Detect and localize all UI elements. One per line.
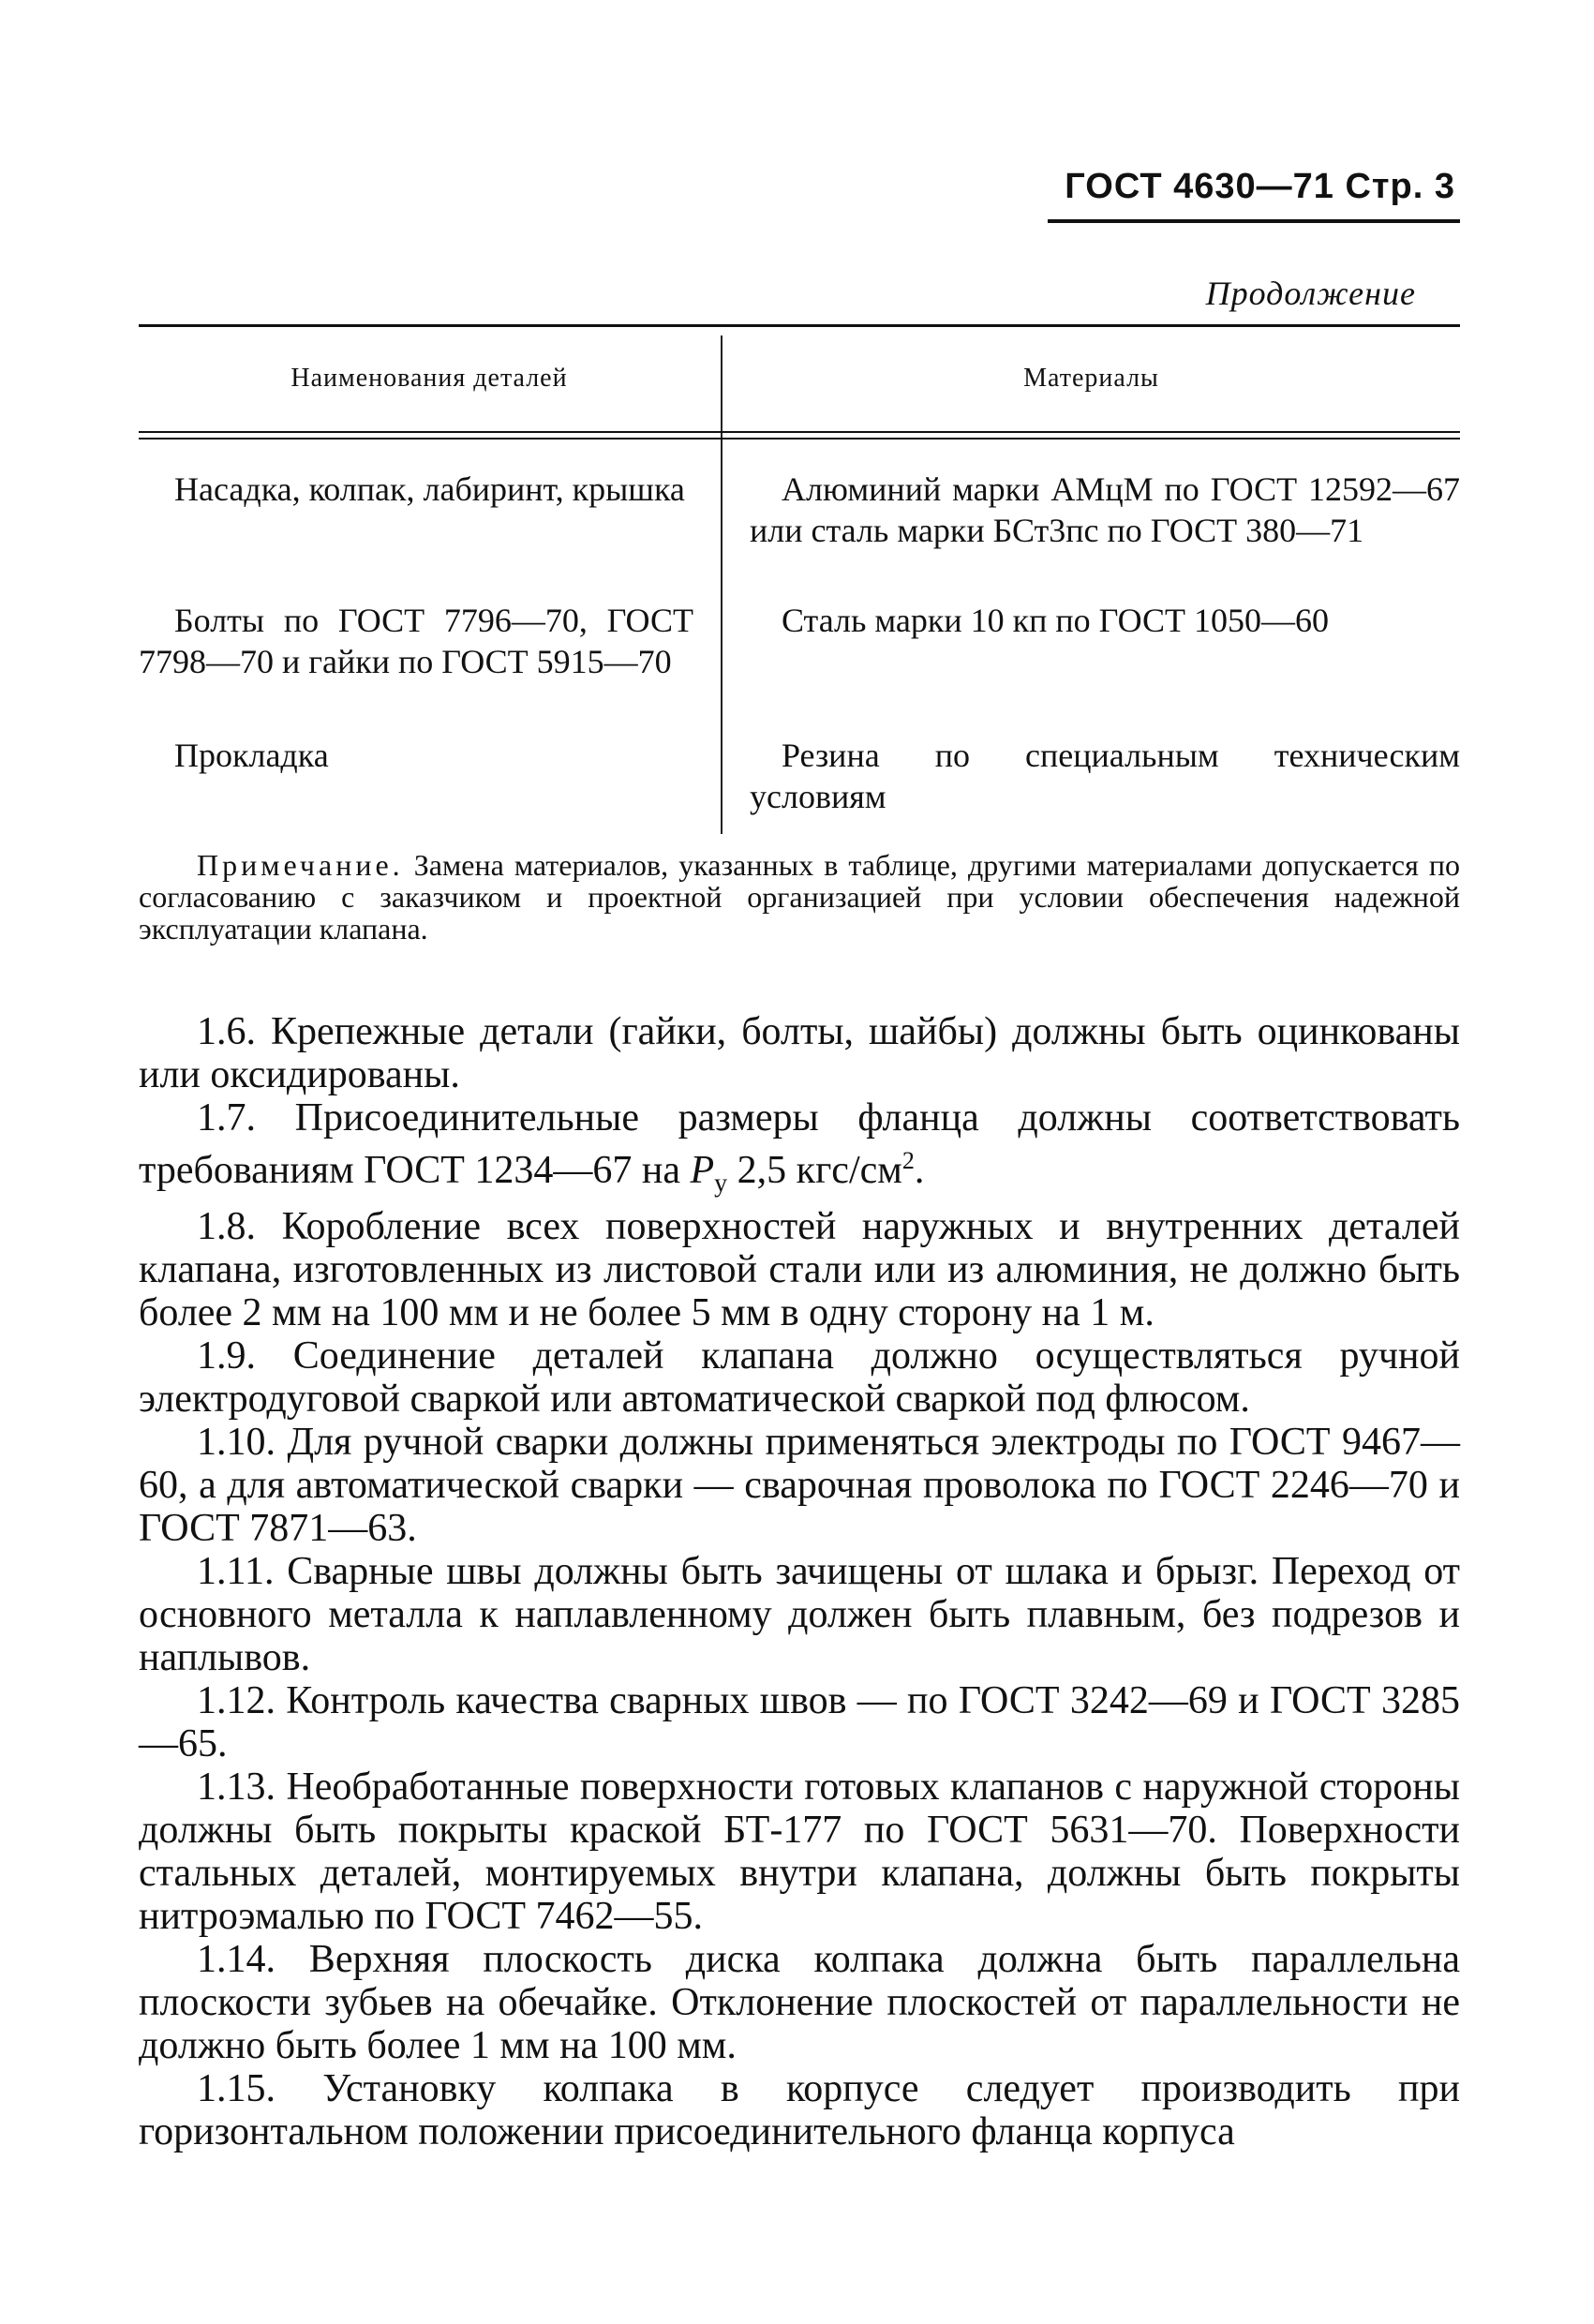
page-header-title: ГОСТ 4630—71 Стр. 3	[1065, 167, 1455, 206]
table-header-rule-1	[139, 431, 1460, 433]
document-body	[139, 1010, 1460, 2153]
table-column-divider	[721, 335, 723, 834]
table-top-rule	[139, 324, 1460, 327]
table-cell-material: Резина по специальным техническим условиям	[750, 737, 1460, 815]
paragraph-1-9: 1.9. Соединение деталей клапана должно осуществляться ручной электродуговой сваркой или автоматической сваркой под флюсом.	[139, 1334, 1460, 1422]
paragraph-1-12: 1.12. Контроль качества сварных швов — по ГОСТ 3242—69 и ГОСТ 3285—65.	[139, 1679, 1460, 1766]
table-header-parts: Наименования деталей	[290, 364, 568, 393]
paragraph-1-14: 1.14. Верхняя плоскость диска колпака должна быть параллельна плоскости зубьев на обечайке. Отклонение плоскостей от параллельности не должно быть более 1 мм на 100 мм.	[139, 1938, 1460, 2068]
paragraph-1-11: 1.11. Сварные швы должны быть зачищены от шлака и брызг. Переход от основного металла к наплавленному должен быть плавным, без подрезов и наплывов.	[139, 1550, 1460, 1680]
paragraph-1-7-end: .	[914, 1149, 925, 1192]
unit-superscript: 2	[901, 1147, 915, 1174]
paragraph-1-8: 1.8. Коробление всех поверхностей наружных и внутренних деталей клапана, изготовленных из листовой стали или из алюминия, не должно быть более 2 мм на 100 мм и не более 5 мм в одну сторону на 1 м.	[139, 1205, 1460, 1335]
table-note	[139, 849, 1460, 945]
paragraph-1-10: 1.10. Для ручной сварки должны применяться электроды по ГОСТ 9467—60, а для автоматической сварки — сварочная проволока по ГОСТ 2246—70 и ГОСТ 7871—63.	[139, 1421, 1460, 1551]
continuation-label: Продолжение	[1205, 275, 1416, 312]
table-cell-part: Прокладка	[174, 737, 329, 774]
note-text: Замена материалов, указанных в таблице, другими материалами допускается по согласованию с заказчиком и проектной организацией при условии обеспечения надежной эксплуатации клапана.	[139, 848, 1461, 946]
table-header-rule-2	[139, 438, 1460, 439]
header-rule	[1048, 219, 1460, 223]
pressure-symbol: P	[690, 1149, 715, 1192]
paragraph-1-7	[139, 1096, 1460, 1205]
table-header-materials: Материалы	[1023, 364, 1159, 393]
note-label: Примечание.	[197, 848, 404, 882]
pressure-value: 2,5 кгс/см	[727, 1149, 902, 1192]
paragraph-1-7-text: 1.7. Присоединительные размеры фланца должны соответствовать требованиям ГОСТ 1234—67 на	[139, 1096, 1460, 1192]
table-cell-material: Сталь марки 10 кп по ГОСТ 1050—60	[782, 602, 1330, 639]
table-cell-part: Насадка, колпак, лабиринт, крышка	[174, 470, 685, 508]
paragraph-1-6: 1.6. Крепежные детали (гайки, болты, шайбы) должны быть оцинкованы или оксидированы.	[139, 1010, 1460, 1096]
table-cell-part: Болты по ГОСТ 7796—70, ГОСТ 7798—70 и гайки по ГОСТ 5915—70	[139, 602, 693, 680]
table-cell-material: Алюминий марки АМцМ по ГОСТ 12592—67 или сталь марки БСт3пс по ГОСТ 380—71	[750, 470, 1460, 549]
paragraph-1-13: 1.13. Необработанные поверхности готовых клапанов с наружной стороны должны быть покрыты краской БТ-177 по ГОСТ 5631—70. Поверхности стальных деталей, монтируемых внутри клапана, должны быть покрыты нитроэмалью по ГОСТ 7462—55.	[139, 1765, 1460, 1939]
pressure-subscript: у	[714, 1169, 728, 1199]
paragraph-1-15: 1.15. Установку колпака в корпусе следует производить при горизонтальном положении присоединительного фланца корпуса	[139, 2067, 1460, 2154]
